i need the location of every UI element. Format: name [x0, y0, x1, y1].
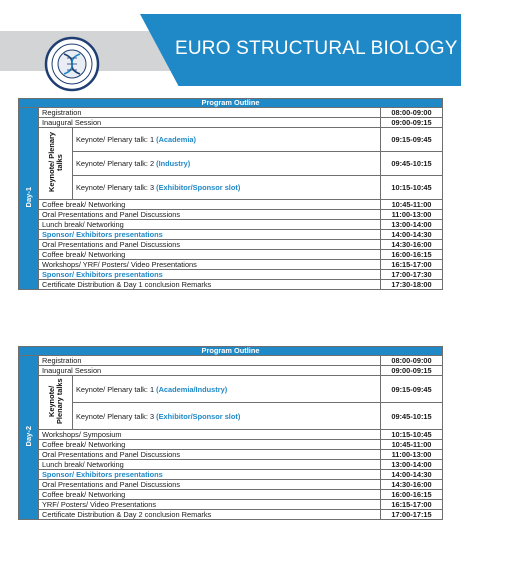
activity-cell: Workshops/ YRF/ Posters/ Video Presentations [39, 260, 381, 270]
table-row [19, 460, 443, 470]
time-cell: 10:45-11:00 [381, 200, 443, 210]
activity-cell: Coffee break/ Networking [39, 440, 381, 450]
time-cell: 10:15-10:45 [381, 176, 443, 200]
day2-group-label: Keynote/ Plenary talks [46, 378, 64, 425]
time-cell: 16:15-17:00 [381, 500, 443, 510]
activity-cell: Coffee break/ Networking [39, 200, 381, 210]
time-cell: 09:15-09:45 [381, 128, 443, 152]
table-row [19, 500, 443, 510]
page-header [0, 0, 506, 84]
time-cell: 09:45-10:15 [381, 403, 443, 430]
day1-group-label: Keynote/ Plenary talks [46, 132, 64, 193]
activity-cell: Lunch break/ Networking [39, 220, 381, 230]
time-cell: 08:00-09:00 [381, 108, 443, 118]
time-cell: 13:00-14:00 [381, 460, 443, 470]
day1-heading-row [19, 99, 443, 108]
activity-text: Keynote/ Plenary talk: 2 [76, 159, 157, 168]
table-row [19, 470, 443, 480]
activity-cell: Oral Presentations and Panel Discussions [39, 210, 381, 220]
table-row [19, 108, 443, 118]
day2-heading-row [19, 347, 443, 356]
day2-heading: Program Outline [19, 347, 443, 356]
activity-cell [73, 128, 381, 152]
time-cell: 09:15-09:45 [381, 376, 443, 403]
table-row [19, 230, 443, 240]
time-cell: 16:00-16:15 [381, 490, 443, 500]
time-cell: 14:00-14:30 [381, 470, 443, 480]
table-row [19, 430, 443, 440]
activity-cell: Registration [39, 108, 381, 118]
day2-label: Day-2 [24, 426, 33, 447]
time-cell: 14:30-16:00 [381, 240, 443, 250]
page-title: EURO STRUCTURAL BIOLOGY 2019 [175, 38, 506, 59]
activity-cell: YRF/ Posters/ Video Presentations [39, 500, 381, 510]
day2-label-cell [19, 356, 39, 520]
activity-cell [73, 403, 381, 430]
activity-accent: (Exhibitor/Sponsor slot) [156, 411, 241, 421]
activity-accent: (Academia) [156, 135, 196, 144]
time-cell: 16:15-17:00 [381, 260, 443, 270]
table-row [19, 366, 443, 376]
day1-program-table [18, 98, 443, 290]
table-row [19, 376, 443, 403]
time-cell: 13:00-14:00 [381, 220, 443, 230]
activity-text: Keynote/ Plenary talk: 1 [76, 384, 157, 394]
activity-cell: Oral Presentations and Panel Discussions [39, 480, 381, 490]
activity-cell: Certificate Distribution & Day 2 conclusion Remarks [39, 510, 381, 520]
table-row [19, 220, 443, 230]
activity-cell: Certificate Distribution & Day 1 conclusion Remarks [39, 280, 381, 290]
table-row [19, 210, 443, 220]
table-row [19, 118, 443, 128]
day2-program-table [18, 346, 443, 520]
time-cell: 14:30-16:00 [381, 480, 443, 490]
time-cell: 09:00-09:15 [381, 118, 443, 128]
conference-logo-icon [44, 36, 100, 92]
time-cell: 14:00-14:30 [381, 230, 443, 240]
activity-text: Keynote/ Plenary talk: 3 [76, 183, 157, 192]
activity-cell: Workshops/ Symposium [39, 430, 381, 440]
time-cell: 17:00-17:15 [381, 510, 443, 520]
table-row [19, 510, 443, 520]
table-row [19, 280, 443, 290]
activity-cell: Inaugural Session [39, 366, 381, 376]
activity-cell: Coffee break/ Networking [39, 250, 381, 260]
activity-cell: Lunch break/ Networking [39, 460, 381, 470]
table-row [19, 176, 443, 200]
activity-text: Keynote/ Plenary talk: 3 [76, 411, 157, 421]
activity-accent: (Academia/Industry) [156, 384, 228, 394]
activity-cell: Registration [39, 356, 381, 366]
table-row [19, 403, 443, 430]
header-white-band [0, 0, 461, 14]
day1-group-cell [39, 128, 73, 200]
time-cell: 11:00-13:00 [381, 210, 443, 220]
day2-group-cell [39, 376, 73, 430]
activity-cell: Inaugural Session [39, 118, 381, 128]
activity-cell: Oral Presentations and Panel Discussions [39, 450, 381, 460]
activity-cell [73, 376, 381, 403]
activity-accent: (Exhibitor/Sponsor slot) [156, 183, 241, 192]
day1-label: Day-1 [24, 187, 33, 208]
day1-label-cell [19, 108, 39, 290]
day1-heading: Program Outline [19, 99, 443, 108]
table-row [19, 200, 443, 210]
activity-cell: Sponsor/ Exhibitors presentations [39, 230, 381, 240]
table-row [19, 270, 443, 280]
table-row [19, 480, 443, 490]
table-row [19, 440, 443, 450]
activity-cell: Oral Presentations and Panel Discussions [39, 240, 381, 250]
activity-cell: Sponsor/ Exhibitors presentations [39, 270, 381, 280]
table-row [19, 260, 443, 270]
table-row [19, 490, 443, 500]
time-cell: 09:45-10:15 [381, 152, 443, 176]
time-cell: 10:15-10:45 [381, 430, 443, 440]
time-cell: 09:00-09:15 [381, 366, 443, 376]
time-cell: 10:45-11:00 [381, 440, 443, 450]
table-row [19, 250, 443, 260]
table-row [19, 356, 443, 366]
time-cell: 08:00-09:00 [381, 356, 443, 366]
table-row [19, 450, 443, 460]
time-cell: 16:00-16:15 [381, 250, 443, 260]
table-row [19, 240, 443, 250]
table-row [19, 128, 443, 152]
table-row [19, 152, 443, 176]
activity-cell: Coffee break/ Networking [39, 490, 381, 500]
activity-text: Keynote/ Plenary talk: 1 [76, 135, 157, 144]
time-cell: 11:00-13:00 [381, 450, 443, 460]
activity-cell [73, 152, 381, 176]
time-cell: 17:30-18:00 [381, 280, 443, 290]
time-cell: 17:00-17:30 [381, 270, 443, 280]
activity-cell: Sponsor/ Exhibitors presentations [39, 470, 381, 480]
activity-cell [73, 176, 381, 200]
activity-accent: (Industry) [156, 159, 191, 168]
